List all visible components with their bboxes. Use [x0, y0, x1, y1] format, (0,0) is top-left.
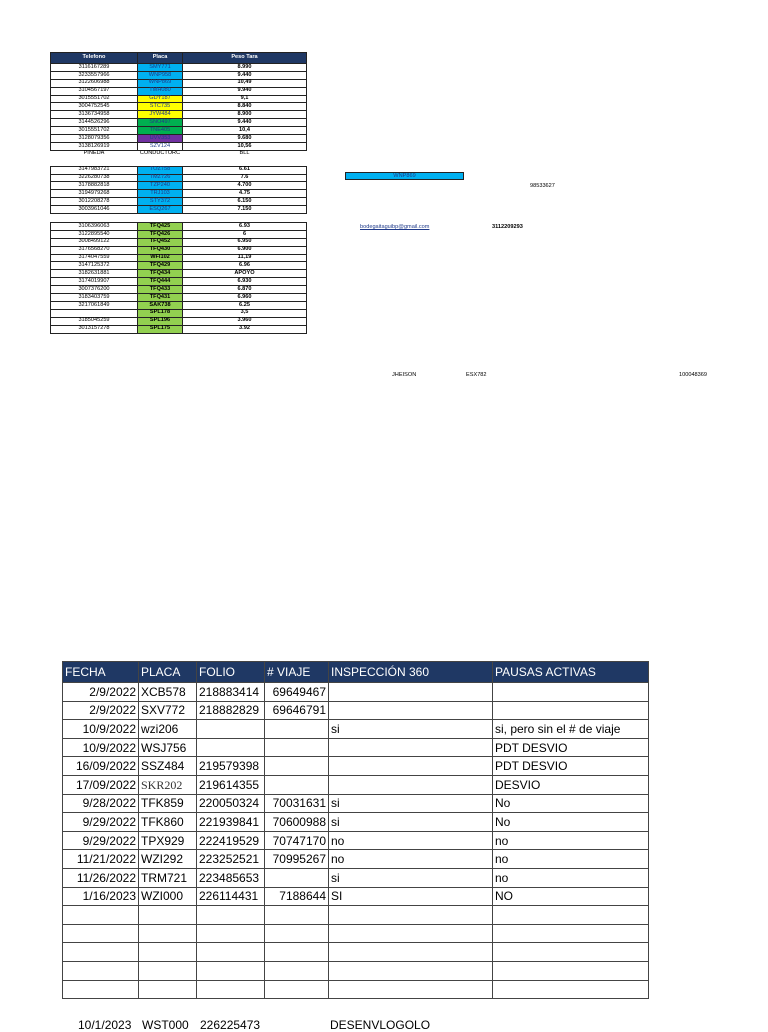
empty-cell[interactable]	[493, 943, 649, 962]
cell-placa[interactable]: SPL196	[138, 317, 183, 325]
empty-row	[63, 906, 649, 925]
table-header-row	[63, 662, 649, 683]
empty-cell[interactable]	[493, 961, 649, 980]
spacer-cell	[51, 158, 138, 167]
header-peso-tara: Peso Tara	[183, 53, 307, 64]
cell-telefono[interactable]: 3194979268	[51, 190, 138, 198]
cell-inspeccion[interactable]: si	[329, 720, 493, 739]
cell-folio[interactable]: 223485653	[197, 868, 265, 887]
cell-placa[interactable]: TFQ433	[138, 286, 183, 294]
cell-placa[interactable]: SNO497	[138, 119, 183, 127]
cell-peso[interactable]: 6.61	[183, 166, 307, 174]
empty-cell[interactable]	[197, 980, 265, 999]
empty-row	[63, 924, 649, 943]
cell-peso[interactable]: 6.96	[183, 262, 307, 270]
empty-cell[interactable]	[197, 961, 265, 980]
cell-telefono[interactable]: 3176568270	[51, 246, 138, 254]
table-row	[51, 87, 307, 95]
empty-cell[interactable]	[139, 980, 197, 999]
cell-folio[interactable]	[197, 738, 265, 757]
cell-placa[interactable]: JYW484	[138, 111, 183, 119]
cell-placa[interactable]: TRM721	[139, 868, 197, 887]
table-row	[63, 738, 649, 757]
cut-placa: WST000	[142, 1018, 189, 1032]
table-row	[51, 79, 307, 87]
table-row	[51, 142, 307, 150]
table-row	[51, 111, 307, 119]
cell-telefono[interactable]: 3015551702	[51, 95, 138, 103]
cell-folio[interactable]: 218882829	[197, 701, 265, 720]
cell-peso[interactable]: 8.990	[183, 64, 307, 72]
cell-peso[interactable]: 10,4	[183, 127, 307, 135]
cell-placa[interactable]: SAK738	[138, 301, 183, 309]
cell-viaje[interactable]	[265, 738, 329, 757]
table-row	[63, 887, 649, 906]
cell-placa[interactable]: UVV353	[138, 135, 183, 143]
table-row	[51, 64, 307, 72]
spacer-row	[51, 214, 307, 223]
cell-fecha[interactable]: 11/21/2022	[63, 850, 139, 869]
table-body	[63, 683, 649, 999]
empty-cell[interactable]	[197, 906, 265, 925]
table-row	[51, 71, 307, 79]
cell-placa[interactable]: WFI102	[138, 254, 183, 262]
cell-telefono[interactable]: 3147125372	[51, 262, 138, 270]
cell-pausas[interactable]: DESVIO	[493, 775, 649, 794]
empty-cell[interactable]	[265, 924, 329, 943]
header-viaje: # VIAJE	[265, 662, 329, 683]
empty-row	[63, 961, 649, 980]
empty-cell[interactable]	[265, 906, 329, 925]
cell-viaje[interactable]: 70995267	[265, 850, 329, 869]
empty-cell[interactable]	[139, 943, 197, 962]
table-row	[51, 223, 307, 231]
cell-peso[interactable]: 6.150	[183, 198, 307, 206]
table-row	[51, 174, 307, 182]
table-row	[51, 95, 307, 103]
table-row	[63, 775, 649, 794]
cell-telefono[interactable]: 3174047559	[51, 254, 138, 262]
cell-placa[interactable]: TNE405	[138, 127, 183, 135]
cell-pausas[interactable]: PDT DESVIO	[493, 738, 649, 757]
cell-peso[interactable]: 6.930	[183, 278, 307, 286]
table-header-row	[51, 53, 307, 64]
cell-peso[interactable]: 9.440	[183, 119, 307, 127]
cell-fecha[interactable]: 9/29/2022	[63, 813, 139, 832]
cell-fecha[interactable]: 16/09/2022	[63, 757, 139, 776]
cell-viaje[interactable]: 7188644	[265, 887, 329, 906]
table-row	[51, 286, 307, 294]
cell-peso[interactable]: 6.900	[183, 246, 307, 254]
empty-cell[interactable]	[265, 980, 329, 999]
cell-folio[interactable]	[197, 720, 265, 739]
table-row	[63, 794, 649, 813]
table-row	[51, 309, 307, 317]
cell-peso[interactable]: 3.960	[183, 317, 307, 325]
cell-inspeccion[interactable]	[329, 683, 493, 702]
cell-inspeccion[interactable]: no	[329, 831, 493, 850]
cell-placa[interactable]: TFQ431	[138, 294, 183, 302]
cell-telefono[interactable]: 3174019907	[51, 278, 138, 286]
cell-placa[interactable]: TOZ758	[138, 166, 183, 174]
footer-row	[51, 150, 307, 157]
email-link[interactable]: bodegaitaguibp@gmail.com	[360, 224, 430, 230]
cell-telefono[interactable]: 3003961046	[51, 206, 138, 214]
cell-fecha[interactable]: 9/29/2022	[63, 831, 139, 850]
table-body	[51, 64, 307, 334]
header-placa: PLACA	[139, 662, 197, 683]
empty-cell[interactable]	[493, 980, 649, 999]
empty-cell[interactable]	[265, 961, 329, 980]
cell-pausas[interactable]	[493, 683, 649, 702]
contact-weight-table	[50, 52, 307, 334]
cell-fecha[interactable]: 10/9/2022	[63, 720, 139, 739]
cell-telefono[interactable]: 3004752545	[51, 103, 138, 111]
empty-cell[interactable]	[197, 943, 265, 962]
table-row	[51, 230, 307, 238]
empty-cell[interactable]	[63, 924, 139, 943]
cell-peso[interactable]: 6.960	[183, 294, 307, 302]
cell-inspeccion[interactable]	[329, 757, 493, 776]
cell-peso[interactable]: 7.150	[183, 206, 307, 214]
table-row	[51, 127, 307, 135]
cell-peso[interactable]: 9.680	[183, 135, 307, 143]
empty-cell[interactable]	[197, 924, 265, 943]
cell-telefono[interactable]: 3183403759	[51, 294, 138, 302]
cell-peso[interactable]: 8.840	[183, 103, 307, 111]
cell-placa[interactable]: TFQ429	[138, 262, 183, 270]
table-row	[51, 119, 307, 127]
cut-folio: 226225473	[200, 1018, 261, 1032]
table-row	[51, 294, 307, 302]
cell-peso[interactable]: 3,5	[183, 309, 307, 317]
cell-telefono[interactable]: 3185045259	[51, 317, 138, 325]
cell-telefono[interactable]: 3178882818	[51, 182, 138, 190]
cell-pausas[interactable]: si, pero sin el # de viaje	[493, 720, 649, 739]
cell-viaje[interactable]: 69649467	[265, 683, 329, 702]
empty-cell[interactable]	[139, 924, 197, 943]
empty-cell[interactable]	[493, 924, 649, 943]
cell-peso[interactable]: 9.940	[183, 87, 307, 95]
cell-placa[interactable]: TFQ452	[138, 238, 183, 246]
side-phone: 3112209293	[492, 224, 523, 230]
side-plate-box[interactable]: WNP869	[345, 172, 464, 180]
empty-cell[interactable]	[329, 924, 493, 943]
cell-fecha[interactable]: 1/16/2023	[63, 887, 139, 906]
cell-placa[interactable]: TPX929	[139, 831, 197, 850]
cell-placa[interactable]: SSZ484	[139, 757, 197, 776]
cell-placa[interactable]: SZV124	[138, 142, 183, 150]
cell-telefono[interactable]: 3233557966	[51, 71, 138, 79]
cell-pausas[interactable]: no	[493, 868, 649, 887]
cell-placa[interactable]: STY372	[138, 198, 183, 206]
table-row	[63, 701, 649, 720]
empty-cell[interactable]	[139, 961, 197, 980]
cell-pausas[interactable]: no	[493, 850, 649, 869]
table-row	[51, 182, 307, 190]
spacer-cell	[183, 214, 307, 223]
cell-placa[interactable]: ESQ267	[138, 206, 183, 214]
cell-placa[interactable]: TFQ444	[138, 278, 183, 286]
cell-peso[interactable]: 6.25	[183, 301, 307, 309]
header-telefono: Telefono	[51, 53, 138, 64]
cell-telefono[interactable]: 3122606988	[51, 79, 138, 87]
cell-placa[interactable]: SMY771	[138, 64, 183, 72]
table-row	[51, 135, 307, 143]
cut-inspeccion: DESENVLOGOLO	[330, 1018, 431, 1032]
cell-viaje[interactable]: 70747170	[265, 831, 329, 850]
cell-telefono[interactable]: 3122895540	[51, 230, 138, 238]
cell-placa[interactable]: SXV772	[139, 701, 197, 720]
spacer-cell	[138, 214, 183, 223]
cell-peso[interactable]: 9,1	[183, 95, 307, 103]
table-row	[51, 206, 307, 214]
table-row	[63, 813, 649, 832]
cell-telefono[interactable]: 3128079356	[51, 135, 138, 143]
cell-peso[interactable]: 3.92	[183, 325, 307, 333]
cell-inspeccion[interactable]	[329, 701, 493, 720]
cell-telefono[interactable]: 3106396063	[51, 223, 138, 231]
cell-telefono[interactable]: 3217061849	[51, 301, 138, 309]
cell-placa[interactable]: TFQ425	[138, 223, 183, 231]
spacer-cell	[183, 158, 307, 167]
cell-pausas[interactable]: no	[493, 831, 649, 850]
cell-folio[interactable]: 221939841	[197, 813, 265, 832]
header-fecha: FECHA	[63, 662, 139, 683]
cell-peso[interactable]: 10,49	[183, 79, 307, 87]
cell-telefono[interactable]: 3015551702	[51, 127, 138, 135]
table-row	[51, 103, 307, 111]
cell-peso[interactable]: 11,19	[183, 254, 307, 262]
table-row	[63, 850, 649, 869]
cell-placa[interactable]: TFQ426	[138, 230, 183, 238]
cell-folio[interactable]: 218883414	[197, 683, 265, 702]
cell-placa[interactable]: WZI292	[139, 850, 197, 869]
spacer-cell	[51, 214, 138, 223]
cell-inspeccion[interactable]: si	[329, 868, 493, 887]
cell-telefono[interactable]: 3136734958	[51, 111, 138, 119]
cell-placa[interactable]: XCB578	[139, 683, 197, 702]
cell-placa[interactable]: GDY187	[138, 95, 183, 103]
empty-cell[interactable]	[329, 980, 493, 999]
cell-telefono[interactable]: 3012208278	[51, 198, 138, 206]
table-row	[63, 831, 649, 850]
cell-telefono[interactable]: 3226280738	[51, 174, 138, 182]
cell-placa[interactable]: TRJ103	[138, 190, 183, 198]
cell-placa[interactable]: TMH080	[138, 87, 183, 95]
cut-off-row	[62, 1017, 648, 1032]
cell-placa[interactable]: STC735	[138, 103, 183, 111]
table-row	[51, 325, 307, 333]
table-row	[51, 166, 307, 174]
cell-fecha[interactable]: 2/9/2022	[63, 701, 139, 720]
header-inspeccion: INSPECCIÓN 360	[329, 662, 493, 683]
cell-fecha[interactable]: 11/26/2022	[63, 868, 139, 887]
cell-pausas[interactable]: No	[493, 813, 649, 832]
cell-telefono[interactable]: 3008499122	[51, 238, 138, 246]
cell-pausas[interactable]: NO	[493, 887, 649, 906]
cell-telefono[interactable]: 3116167289	[51, 64, 138, 72]
cell-peso[interactable]: 6	[183, 230, 307, 238]
cell-peso[interactable]: 8.900	[183, 111, 307, 119]
empty-cell[interactable]	[329, 961, 493, 980]
cell-telefono[interactable]: 3007376200	[51, 286, 138, 294]
empty-cell[interactable]	[63, 980, 139, 999]
cell-peso[interactable]: APOYO	[183, 270, 307, 278]
cell-placa[interactable]: TMZ726	[138, 174, 183, 182]
cell-inspeccion[interactable]	[329, 738, 493, 757]
table-row	[51, 190, 307, 198]
cell-telefono[interactable]	[51, 309, 138, 317]
cell-placa[interactable]: wzi206	[139, 720, 197, 739]
table-row	[63, 868, 649, 887]
cell-telefono[interactable]: 3182631881	[51, 270, 138, 278]
footer-telefono: PINEDA	[51, 150, 138, 157]
cell-telefono[interactable]: 3104567197	[51, 87, 138, 95]
cell-telefono[interactable]: 3138126919	[51, 142, 138, 150]
cell-fecha[interactable]: 17/09/2022	[63, 775, 139, 794]
table-row	[63, 720, 649, 739]
empty-cell[interactable]	[329, 943, 493, 962]
cell-placa[interactable]: TFK859	[139, 794, 197, 813]
empty-cell[interactable]	[63, 906, 139, 925]
cell-placa[interactable]: WZI000	[139, 887, 197, 906]
cell-fecha[interactable]: 2/9/2022	[63, 683, 139, 702]
cell-inspeccion[interactable]: si	[329, 794, 493, 813]
cell-placa[interactable]: SPL178	[138, 309, 183, 317]
cell-peso[interactable]: 7.6	[183, 174, 307, 182]
table-row	[63, 757, 649, 776]
cut-fecha: 10/1/2023	[78, 1018, 132, 1032]
cell-folio[interactable]: 226114431	[197, 887, 265, 906]
table-row	[51, 254, 307, 262]
cell-folio[interactable]: 223252521	[197, 850, 265, 869]
cell-inspeccion[interactable]: no	[329, 850, 493, 869]
cell-folio[interactable]: 219579398	[197, 757, 265, 776]
cell-telefono[interactable]: 3147983721	[51, 166, 138, 174]
cell-peso[interactable]: 6.950	[183, 238, 307, 246]
cell-inspeccion[interactable]	[329, 775, 493, 794]
cell-placa[interactable]: SKR202	[139, 775, 197, 794]
cell-peso[interactable]: 6.870	[183, 286, 307, 294]
cell-fecha[interactable]: 9/28/2022	[63, 794, 139, 813]
cell-placa[interactable]: WSJ756	[139, 738, 197, 757]
cell-telefono[interactable]: 3013157278	[51, 325, 138, 333]
header-placa: Placa	[138, 53, 183, 64]
table-row	[51, 270, 307, 278]
cell-folio[interactable]: 220050324	[197, 794, 265, 813]
header-pausas: PAUSAS ACTIVAS	[493, 662, 649, 683]
table-row	[63, 683, 649, 702]
cell-viaje[interactable]: 70031631	[265, 794, 329, 813]
empty-cell[interactable]	[139, 906, 197, 925]
table-row	[51, 301, 307, 309]
empty-cell[interactable]	[265, 943, 329, 962]
cell-pausas[interactable]	[493, 701, 649, 720]
table-row	[51, 198, 307, 206]
cell-peso[interactable]: 9.440	[183, 71, 307, 79]
cell-viaje[interactable]	[265, 775, 329, 794]
cell-viaje[interactable]	[265, 868, 329, 887]
footer-peso: BLL	[183, 150, 307, 157]
side-number: 98533627	[530, 183, 555, 189]
footer-placa: CONDUCTORC	[138, 150, 183, 157]
spacer-cell	[138, 158, 183, 167]
cell-fecha[interactable]: 10/9/2022	[63, 738, 139, 757]
cell-viaje[interactable]: 69646791	[265, 701, 329, 720]
cell-peso[interactable]: 6.93	[183, 223, 307, 231]
empty-cell[interactable]	[493, 906, 649, 925]
cell-placa[interactable]: WNP869	[138, 79, 183, 87]
cell-placa[interactable]: TFQ434	[138, 270, 183, 278]
cell-viaje[interactable]	[265, 757, 329, 776]
cell-inspeccion[interactable]: SI	[329, 887, 493, 906]
cell-placa[interactable]: WNP958	[138, 71, 183, 79]
cell-peso[interactable]: 10,56	[183, 142, 307, 150]
table-row	[51, 238, 307, 246]
cell-pausas[interactable]: No	[493, 794, 649, 813]
cell-pausas[interactable]: PDT DESVIO	[493, 757, 649, 776]
table-row	[51, 317, 307, 325]
table-row	[51, 278, 307, 286]
side-plate: ESX782	[466, 372, 487, 378]
empty-cell[interactable]	[63, 943, 139, 962]
trip-log-table	[62, 661, 649, 999]
empty-cell[interactable]	[63, 961, 139, 980]
cell-placa[interactable]: SPL175	[138, 325, 183, 333]
cell-placa[interactable]: TFK860	[139, 813, 197, 832]
spacer-row	[51, 158, 307, 167]
side-name: JHEISON	[392, 372, 417, 378]
cell-telefono[interactable]: 3144526296	[51, 119, 138, 127]
cell-peso[interactable]: 4.75	[183, 190, 307, 198]
cell-folio[interactable]: 222419529	[197, 831, 265, 850]
header-folio: FOLIO	[197, 662, 265, 683]
table-row	[51, 246, 307, 254]
cell-viaje[interactable]	[265, 720, 329, 739]
empty-row	[63, 943, 649, 962]
cell-folio[interactable]: 219614355	[197, 775, 265, 794]
cell-viaje[interactable]: 70600988	[265, 813, 329, 832]
table-row	[51, 262, 307, 270]
empty-cell[interactable]	[329, 906, 493, 925]
cell-inspeccion[interactable]: si	[329, 813, 493, 832]
cell-placa[interactable]: TFQ430	[138, 246, 183, 254]
cell-peso[interactable]: 4.700	[183, 182, 307, 190]
cell-placa[interactable]: TZP240	[138, 182, 183, 190]
side-id-number: 100048369	[679, 372, 707, 378]
empty-row	[63, 980, 649, 999]
